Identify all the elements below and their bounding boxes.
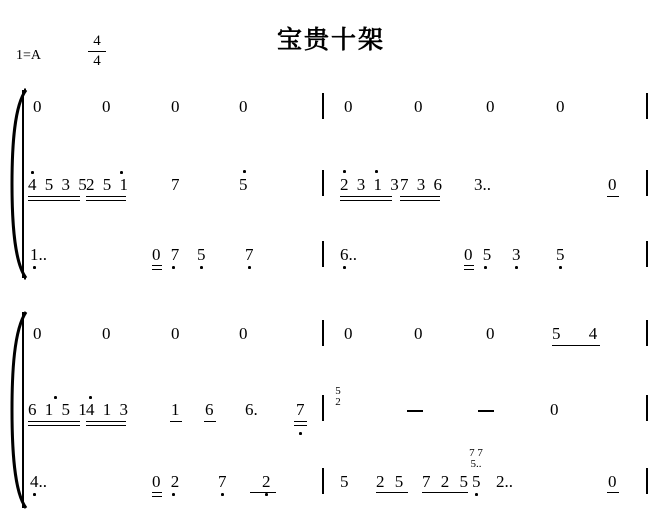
note-s1-l2-m2-4: 0 [608, 175, 617, 194]
note-s2-l2-m2-1 [332, 386, 344, 408]
note-s2-l2-m1-3: 1 [171, 400, 180, 419]
note-s1-l2-m2-3: 3.. [474, 175, 491, 194]
beam-s2-l2-d2 [294, 425, 307, 426]
note-s2-l3-m2-5 [465, 448, 487, 470]
note-s1-l3-m1-1: 1.. [30, 245, 47, 264]
note-s1-l3-m2-3: 3 [512, 245, 521, 264]
beam-s2-l3-a2 [152, 496, 162, 497]
beam-s2-l3-c2 [422, 492, 468, 493]
barline-s2-l1-end [646, 320, 648, 346]
note-s1-l2-m1-3: 7 [171, 175, 180, 194]
barline-s1-l3-end [646, 241, 648, 267]
note-s1-l2-m1-2: 2 5 1 [86, 175, 130, 194]
note-s2-l3-ornament: 7 7 5.. [469, 447, 483, 470]
beam-s2-l3-d1 [607, 492, 619, 493]
system-1-brace [6, 88, 28, 280]
beam-s2-l2-c2 [204, 421, 216, 422]
beam-s2-l2-a2 [28, 425, 80, 426]
beam-s2-l2-b1 [86, 421, 126, 422]
note-s1-l2-m2-1: 2 3 1 3 [340, 175, 401, 194]
note-s1-l1-m1-2: 0 [102, 97, 111, 116]
dot-high-s1-l2-3 [343, 170, 346, 173]
beam-s1-l2-b2 [86, 200, 126, 201]
dot-high-s1-l2-2 [243, 170, 246, 173]
beam-s1-l3-a2 [152, 269, 162, 270]
beam-s1-l2-a1 [28, 196, 80, 197]
beam-s2-l2-b2 [86, 425, 126, 426]
note-s1-l1-m1-1: 0 [33, 97, 42, 116]
note-s2-l3-m2-1: 5 [340, 472, 349, 491]
note-s1-l3-m2-1: 6.. [340, 245, 357, 264]
barline-s1-l1-end [646, 93, 648, 119]
beam-s1-l2-c1 [340, 196, 392, 197]
dot-low-s1-l3-3 [200, 266, 203, 269]
dot-low-s1-l3-5 [343, 266, 346, 269]
dot-low-s1-l3-1 [33, 266, 36, 269]
note-s2-l1-m1-2: 0 [102, 324, 111, 343]
page-title: 宝贵十架 [276, 25, 385, 54]
beam-s1-l2-c2 [340, 200, 392, 201]
note-s2-l2-m2-1-upper: 5 2 [335, 385, 341, 408]
beam-s1-l3-b1 [464, 265, 474, 266]
beam-s2-l2-c1 [170, 421, 182, 422]
dot-low-s1-l3-7 [515, 266, 518, 269]
note-s2-l2-m2-4: 0 [550, 400, 559, 419]
dash-s2-l2-2 [478, 410, 494, 412]
note-s1-l1-m2-2: 0 [414, 97, 423, 116]
dot-low-s2-l2-2 [89, 396, 92, 399]
note-s2-l3-m2-4: 5 [472, 472, 481, 491]
dot-low-s1-l3-4 [248, 266, 251, 269]
note-s2-l3-m1-4: 2 [262, 472, 271, 491]
note-s2-l3-m1-1: 4.. [30, 472, 47, 491]
beam-s1-l3-b2 [464, 269, 474, 270]
note-s2-l3-m1-3: 7 [218, 472, 227, 491]
note-s2-l3-m2-2: 2 5 [376, 472, 407, 491]
note-s1-l1-m2-4: 0 [556, 97, 565, 116]
note-s1-l1-m2-3: 0 [486, 97, 495, 116]
note-s2-l1-m2-4: 5 4 [552, 324, 610, 343]
dash-s2-l2-1 [407, 410, 423, 412]
time-signature-denominator: 4 [93, 53, 101, 69]
note-s2-l2-m1-6: 7 [296, 400, 305, 419]
note-s2-l1-m1-4: 0 [239, 324, 248, 343]
note-s2-l3-m1-2: 0 2 [152, 472, 183, 491]
note-s2-l1-m2-1: 0 [344, 324, 353, 343]
note-s2-l2-m1-2: 4 1 3 [86, 400, 130, 419]
time-signature-numerator: 4 [93, 33, 101, 49]
note-s2-l1-m1-1: 0 [33, 324, 42, 343]
barline-s2-l2-mid [322, 395, 324, 421]
note-s1-l3-m1-4: 7 [245, 245, 254, 264]
note-s2-l2-m1-4: 6 [205, 400, 214, 419]
time-signature-divider [88, 51, 106, 52]
note-s2-l2-m1-5: 6. [245, 400, 258, 419]
note-s1-l3-m1-2: 0 7 [152, 245, 183, 264]
beam-s1-l2-d2 [400, 200, 440, 201]
note-s1-l1-m1-3: 0 [171, 97, 180, 116]
beam-s2-l3-c1 [376, 492, 408, 493]
note-s1-l3-m1-3: 5 [197, 245, 206, 264]
key-signature: 1=A [16, 48, 42, 63]
dot-low-s2-l3-5 [475, 493, 478, 496]
beam-s2-l2-a1 [28, 421, 80, 422]
dot-low-s1-l3-8 [559, 266, 562, 269]
note-s1-l3-m2-4: 5 [556, 245, 565, 264]
note-s2-l1-m2-3: 0 [486, 324, 495, 343]
barline-s2-l3-end [646, 468, 648, 494]
barline-s2-l3-mid [322, 468, 324, 494]
note-s1-l1-m1-4: 0 [239, 97, 248, 116]
beam-s1-l3-a1 [152, 265, 162, 266]
note-s1-l2-m1-1: 4 5 3 5 [28, 175, 89, 194]
dot-low-s2-l2-1 [54, 396, 57, 399]
beam-s2-l3-b1 [250, 492, 276, 493]
dot-high-s1-l2-1 [120, 171, 123, 174]
note-s2-l3-m2-6: 2.. [496, 472, 513, 491]
barline-s2-l1-mid [322, 320, 324, 346]
time-signature [84, 34, 110, 69]
beam-s2-l3-a1 [152, 492, 162, 493]
beam-s1-l2-a2 [28, 200, 80, 201]
barline-s1-l2-end [646, 170, 648, 196]
beam-s1-l2-e1 [607, 196, 619, 197]
note-s1-l2-m1-4: 5 [239, 175, 248, 194]
system-2-brace [6, 310, 28, 510]
beam-s1-l2-b1 [86, 196, 126, 197]
beam-s2-l1-a1 [552, 345, 600, 346]
note-s1-l2-m2-2: 7 3 6 [400, 175, 444, 194]
barline-s1-l2-mid [322, 170, 324, 196]
beam-s2-l2-d1 [294, 421, 307, 422]
dot-low-s2-l3-2 [172, 493, 175, 496]
dot-low-s2-l3-1 [33, 493, 36, 496]
barline-s2-l2-end [646, 395, 648, 421]
dot-low-s2-l2-3 [299, 432, 302, 435]
note-s1-l1-m2-1: 0 [344, 97, 353, 116]
dot-low-s1-l3-6 [484, 266, 487, 269]
note-s2-l2-m1-1: 6 1 5 1 [28, 400, 89, 419]
barline-s1-l1-mid [322, 93, 324, 119]
system-1-left-barline [22, 90, 24, 278]
note-s1-l3-m2-2: 0 5 [464, 245, 495, 264]
dot-low-s2-l3-3 [221, 493, 224, 496]
note-s2-l3-m2-7: 0 [608, 472, 617, 491]
note-s2-l3-m2-3: 7 2 5 [422, 472, 471, 491]
dot-low-s1-l3-2 [172, 266, 175, 269]
system-2-left-barline [22, 312, 24, 508]
beam-s1-l2-d1 [400, 196, 440, 197]
barline-s1-l3-mid [322, 241, 324, 267]
dot-high-s1-l2-4 [375, 170, 378, 173]
note-s2-l1-m2-2: 0 [414, 324, 423, 343]
dot-low-s1-l2-1 [31, 171, 34, 174]
note-s2-l1-m1-3: 0 [171, 324, 180, 343]
